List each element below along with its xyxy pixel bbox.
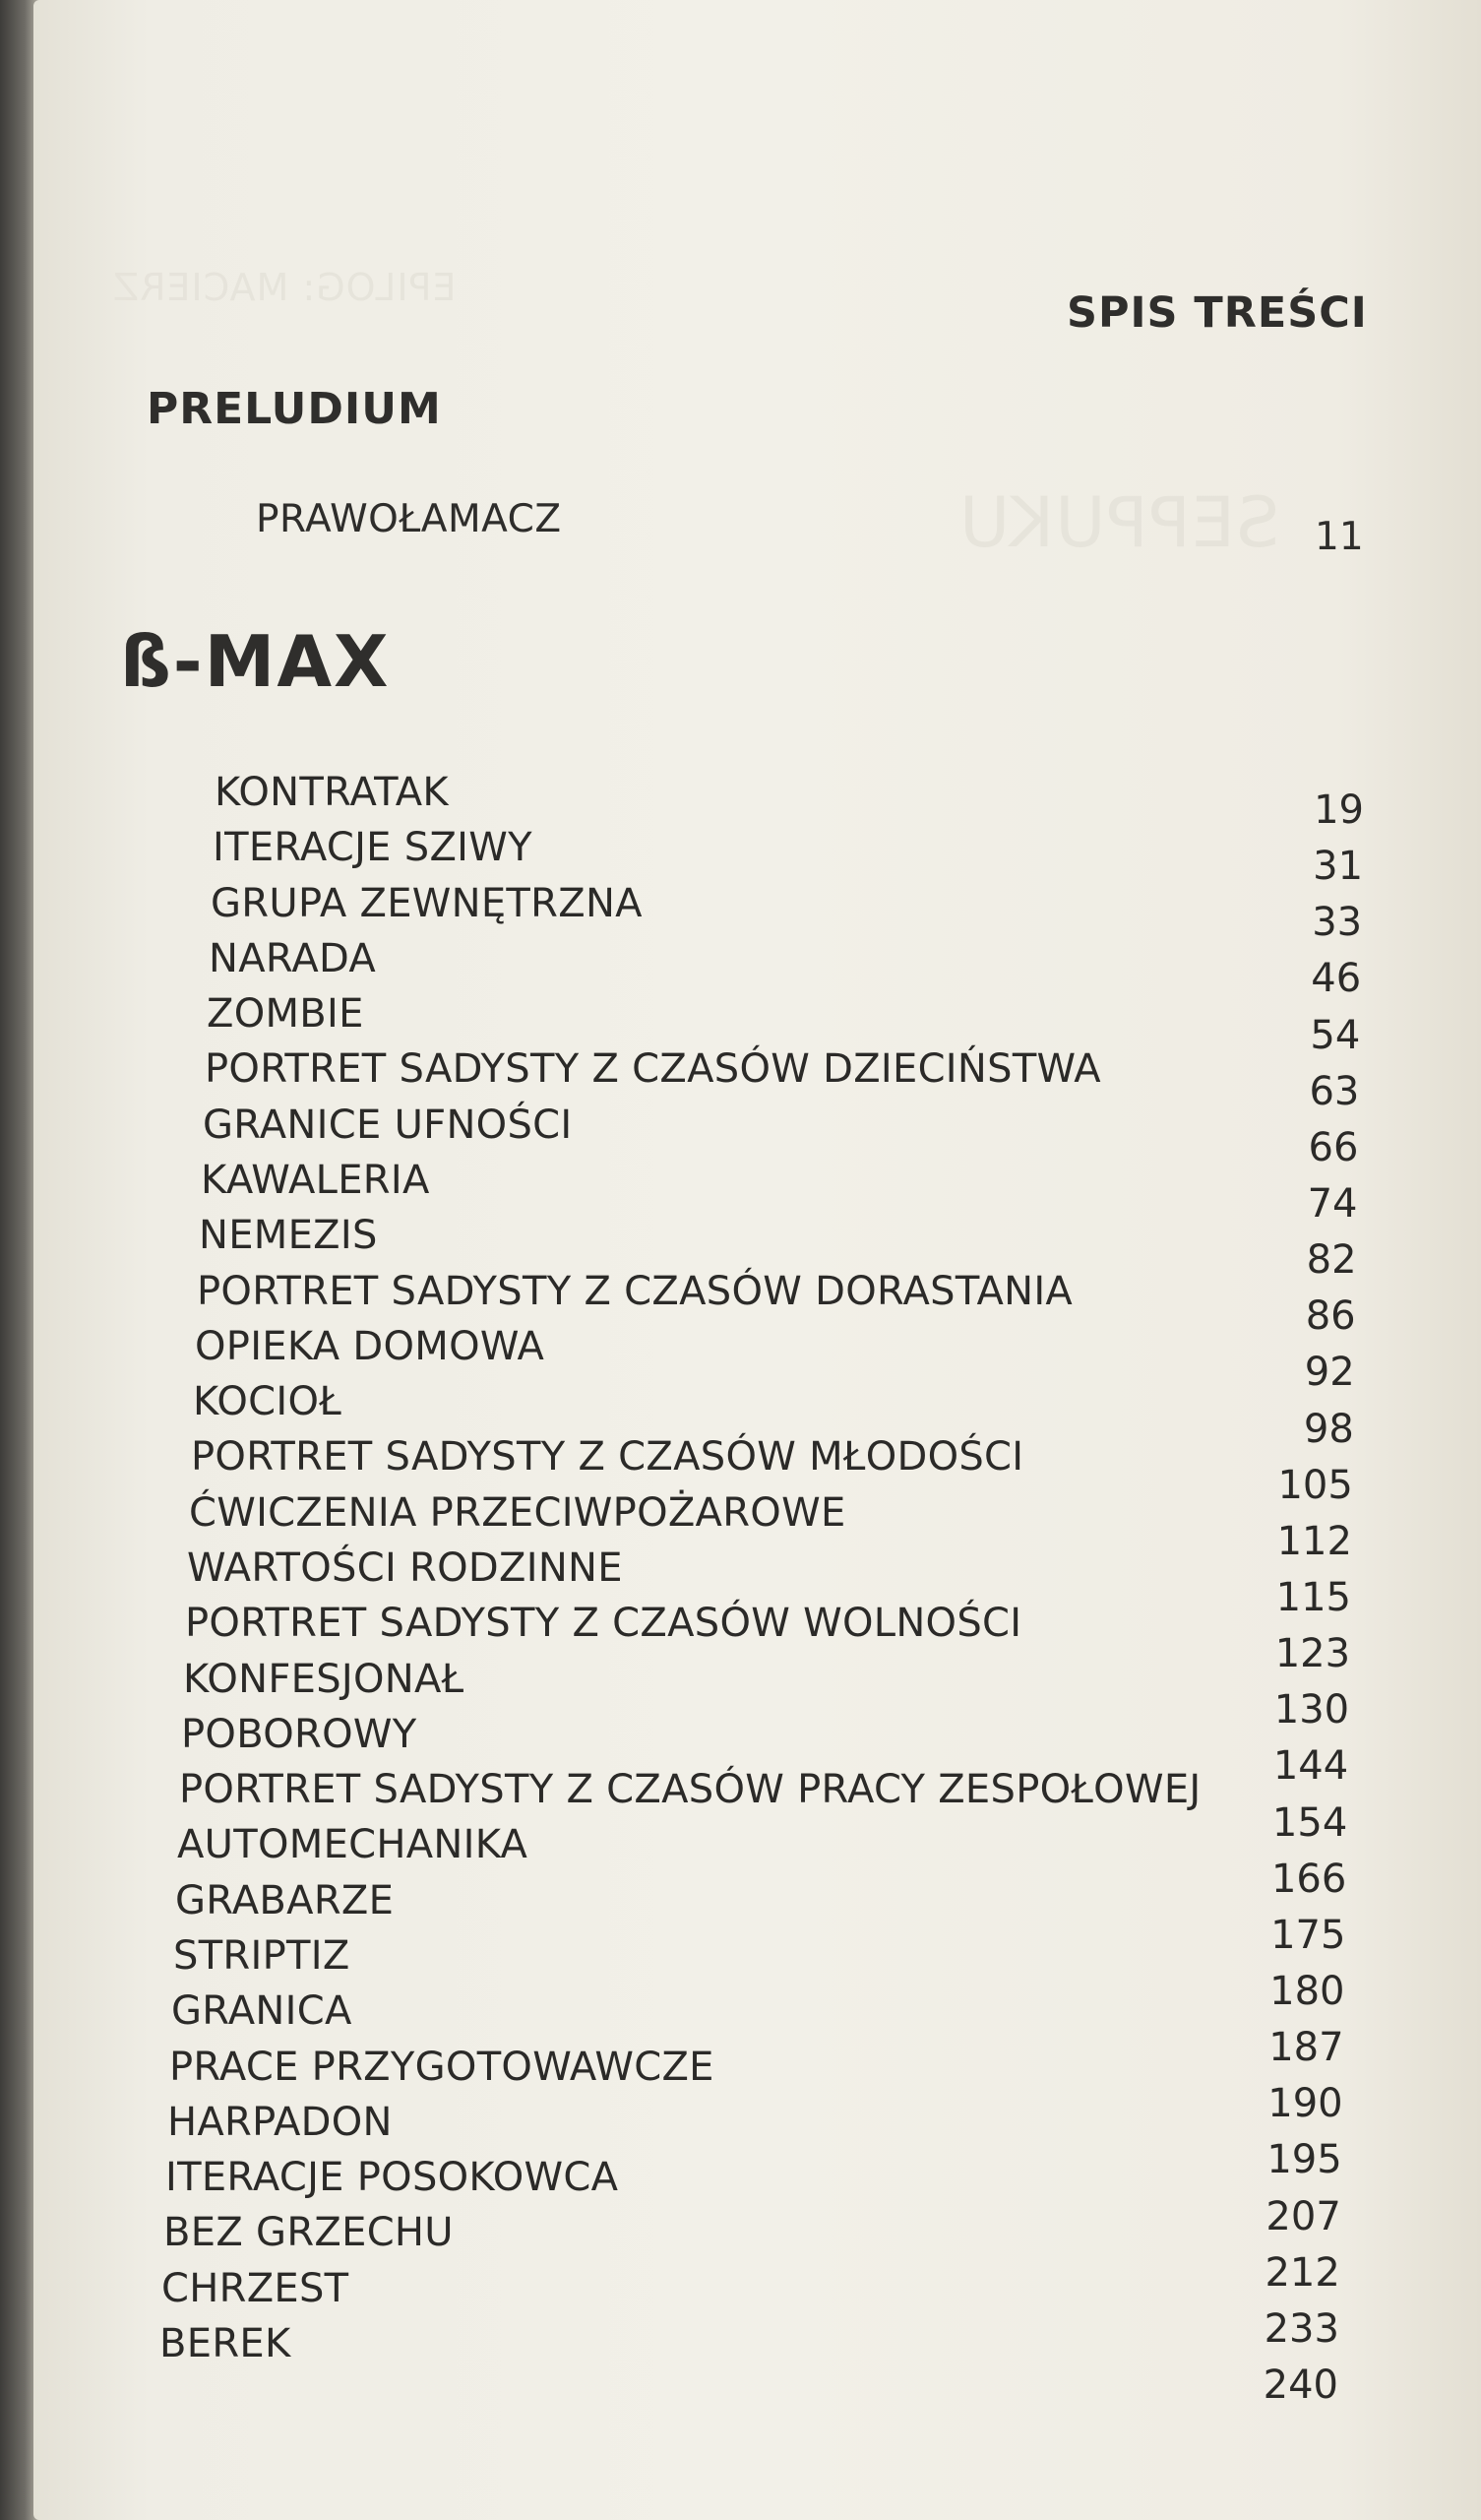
toc-entry-title: NEMEZIS xyxy=(199,1213,378,1259)
toc-entry-page: 82 xyxy=(1306,1237,1357,1284)
toc-entry-title: BEREK xyxy=(159,2321,291,2366)
show-through-text: EPILOG: MACIERZ xyxy=(112,266,457,309)
toc-entry-page: 19 xyxy=(1314,788,1364,833)
toc-entry-title: BEZ GRZECHU xyxy=(163,2210,454,2256)
toc-entry-title: KONTRATAK xyxy=(215,770,449,815)
toc-entry-page: 31 xyxy=(1313,844,1364,890)
toc-entry-title: PORTRET SADYSTY Z CZASÓW MŁODOŚCI xyxy=(191,1434,1024,1480)
toc-title: SPIS TREŚCI xyxy=(1067,288,1368,338)
toc-entry-title: WARTOŚCI RODZINNE xyxy=(187,1545,623,1591)
toc-entry-page: 175 xyxy=(1270,1912,1346,1958)
toc-entry-page: 92 xyxy=(1304,1350,1355,1396)
toc-entry-title: ZOMBIE xyxy=(207,991,364,1038)
toc-entry-title: ĆWICZENIA PRZECIWPOŻAROWE xyxy=(189,1489,846,1536)
toc-entry-page: 33 xyxy=(1312,900,1363,946)
toc-entry-page: 54 xyxy=(1310,1012,1361,1058)
toc-entry-page: 46 xyxy=(1311,956,1362,1002)
toc-entry-page: 123 xyxy=(1274,1631,1351,1677)
toc-entry-title: KOCIOŁ xyxy=(193,1379,342,1425)
toc-entry-title: PORTRET SADYSTY Z CZASÓW WOLNOŚCI xyxy=(185,1601,1022,1647)
toc-entry-title: STRIPTIZ xyxy=(173,1933,350,1979)
toc-entry-title: HARPADON xyxy=(167,2099,393,2145)
toc-entry-page: 130 xyxy=(1273,1687,1350,1733)
toc-entry-title: KAWALERIA xyxy=(201,1158,430,1203)
toc-entry-title: PORTRET SADYSTY Z CZASÓW DORASTANIA xyxy=(197,1268,1074,1314)
toc-entry-title: OPIEKA DOMOWA xyxy=(195,1323,545,1369)
toc-entry-page: 240 xyxy=(1263,2362,1338,2408)
toc-entry-title: KONFESJONAŁ xyxy=(183,1656,464,1702)
toc-entry-page: 63 xyxy=(1309,1068,1360,1114)
toc-entry-page: 166 xyxy=(1270,1856,1347,1902)
prelude-heading: PRELUDIUM xyxy=(147,384,442,434)
toc-entry-page: 187 xyxy=(1268,2025,1344,2071)
toc-entry-title: GRABARZE xyxy=(175,1877,395,1923)
toc-entry-title: PORTRET SADYSTY Z CZASÓW PRACY ZESPOŁOWEJ xyxy=(179,1767,1202,1813)
prelude-entry-title: PRAWOŁAMACZ xyxy=(256,497,562,541)
toc-entry-page: 195 xyxy=(1266,2137,1342,2183)
toc-entry-page: 66 xyxy=(1308,1124,1359,1170)
toc-entry-title: PORTRET SADYSTY Z CZASÓW DZIECIŃSTWA xyxy=(205,1046,1101,1093)
toc-entry-title: GRANICE UFNOŚCI xyxy=(203,1102,573,1148)
toc-entry-page: 112 xyxy=(1276,1518,1352,1564)
toc-entry-title: NARADA xyxy=(209,935,377,981)
book-page xyxy=(33,0,1481,2520)
toc-entry-page: 233 xyxy=(1264,2305,1339,2352)
toc-entry-page: 115 xyxy=(1275,1575,1351,1620)
toc-entry-title: ITERACJE SZIWY xyxy=(213,825,532,871)
prelude-entry-page: 11 xyxy=(1315,515,1364,559)
section-heading: ß-MAX xyxy=(120,620,391,703)
toc-entry-page: 180 xyxy=(1269,1969,1345,2014)
toc-entry-page: 74 xyxy=(1307,1181,1358,1227)
toc-entry-page: 86 xyxy=(1305,1293,1356,1340)
toc-entry-title: PRACE PRZYGOTOWAWCZE xyxy=(169,2044,714,2090)
toc-entry-title: CHRZEST xyxy=(161,2265,349,2311)
toc-entry-page: 212 xyxy=(1265,2249,1340,2296)
toc-entry-title: AUTOMECHANIKA xyxy=(177,1822,528,1868)
toc-entry-page: 98 xyxy=(1303,1406,1354,1452)
toc-entry-page: 190 xyxy=(1267,2081,1343,2127)
toc-entry-page: 207 xyxy=(1265,2193,1341,2239)
toc-entry-page: 154 xyxy=(1271,1799,1348,1846)
toc-entry-page: 144 xyxy=(1272,1743,1349,1790)
toc-entry-title: GRUPA ZEWNĘTRZNA xyxy=(211,880,643,926)
toc-entry-title: ITERACJE POSOKOWCA xyxy=(165,2155,619,2201)
toc-entry-title: POBOROWY xyxy=(181,1711,417,1757)
show-through-text: SEPPUKU xyxy=(958,482,1280,563)
toc-entry-title: GRANICA xyxy=(171,1988,352,2035)
toc-entry-page: 105 xyxy=(1277,1462,1353,1508)
